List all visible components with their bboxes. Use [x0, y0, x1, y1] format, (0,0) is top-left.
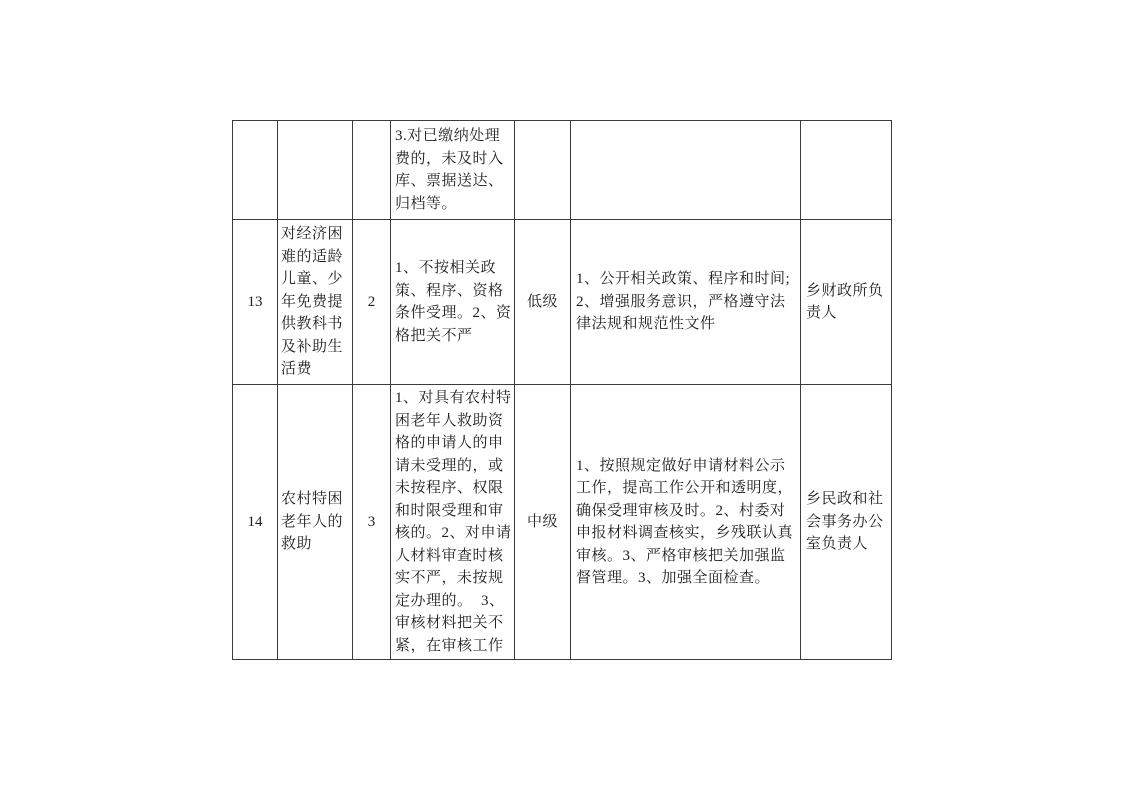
cell-responsible	[801, 121, 891, 219]
text-line: 审核材料把关不	[395, 615, 504, 631]
text-line: 律法规和规范性文件	[576, 316, 716, 333]
cell-count	[353, 385, 390, 659]
cell-item	[278, 385, 352, 659]
risk-table	[232, 120, 892, 660]
cell-item	[278, 220, 352, 384]
cell-measures	[571, 385, 800, 659]
cell-no	[233, 121, 277, 219]
text-line: 1、按照规定做好申请材料公示	[576, 457, 786, 474]
cell-no	[233, 220, 277, 384]
text-line: 审核。3、严格审核把关加强监	[576, 547, 786, 564]
risk-level: 低级	[526, 293, 558, 310]
text-line: 乡财政所负	[806, 282, 884, 299]
text-line: 救助	[281, 536, 313, 553]
text-line: 请未受理的，或	[395, 457, 504, 474]
text-line: 老年人的	[281, 513, 344, 530]
text-line: 室负责人	[806, 536, 869, 553]
cell-count	[353, 220, 390, 384]
text-line: 格把关不严	[395, 327, 473, 344]
text-line: 人材料审查时核	[395, 547, 504, 564]
text-line: 年免费提	[281, 293, 344, 310]
text-line: 1、不按相关政	[395, 260, 497, 276]
cell-risk-points	[391, 220, 514, 384]
text-line: 1、公开相关政策、程序和时间;	[576, 271, 791, 288]
text-line: 对经济困	[281, 226, 344, 243]
text-line: 库、票据送达、	[395, 173, 504, 189]
text-line: 条件受理。2、资	[395, 305, 512, 321]
text-line: 工作，提高工作公开和透明度，	[576, 480, 794, 496]
cell-level	[515, 121, 570, 219]
text-line: 核的。2、对申请	[395, 525, 512, 541]
text-line: 实不严，未按规	[395, 570, 504, 586]
cell-count	[353, 121, 390, 219]
text-line: 2、增强服务意识，严格遵守法	[576, 293, 786, 310]
cell-responsible	[801, 220, 891, 384]
row-number: 13	[247, 293, 263, 310]
text-line: 难的适龄	[281, 248, 344, 265]
cell-measures	[571, 220, 800, 384]
text-line: 活费	[281, 361, 313, 378]
text-line: 督管理。3、加强全面检查。	[576, 570, 771, 586]
cell-responsible	[801, 385, 891, 659]
text-line: 未按程序、权限	[395, 480, 504, 496]
text-line: 归档等。	[395, 195, 458, 212]
text-line: 3.对已缴纳处理	[395, 128, 501, 144]
text-line: 策、程序、资格	[395, 282, 504, 299]
cell-no	[233, 385, 277, 659]
text-line: 紧，在审核工作	[395, 637, 504, 654]
text-line: 乡民政和社	[806, 491, 884, 508]
text-line: 格的申请人的申	[395, 435, 504, 451]
cell-risk-points	[391, 121, 514, 219]
risk-count: 2	[367, 293, 376, 310]
text-line: 1、对具有农村特	[395, 390, 512, 406]
text-line: 会事务办公	[806, 513, 884, 530]
text-line: 申报材料调查核实，乡残联认真	[576, 525, 794, 541]
text-line: 确保受理审核及时。2、村委对	[576, 502, 786, 519]
risk-count: 3	[367, 513, 376, 530]
text-line: 及补助生	[281, 338, 344, 355]
text-line: 和时限受理和审	[395, 502, 504, 519]
cell-risk-points	[391, 385, 514, 659]
text-line: 责人	[806, 305, 838, 321]
text-line: 费的，未及时入	[395, 150, 504, 167]
cell-level	[515, 385, 570, 659]
text-line: 困老年人救助资	[395, 412, 504, 429]
text-line: 供教科书	[281, 316, 344, 333]
cell-item	[278, 121, 352, 219]
text-line: 农村特困	[281, 491, 344, 508]
text-line: 定办理的。 3、	[395, 592, 505, 609]
text-line: 儿童、少	[281, 271, 344, 288]
risk-level: 中级	[526, 513, 558, 530]
cell-measures	[571, 121, 800, 219]
cell-level	[515, 220, 570, 384]
row-number: 14	[247, 513, 263, 530]
